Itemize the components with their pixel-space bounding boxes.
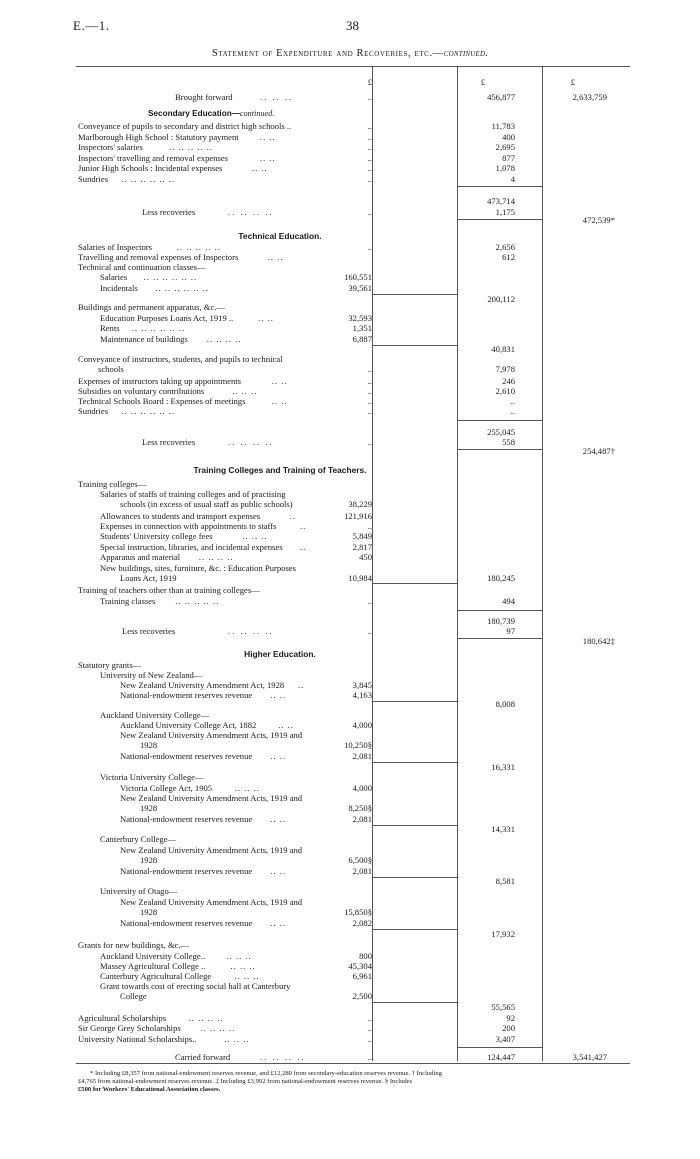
column-2-value: 2,610 (495, 386, 515, 396)
column-1-value: 6,500§ (348, 855, 372, 865)
row-label: Brought forward (175, 92, 233, 102)
column-1-value: 2,500 (352, 991, 372, 1001)
table-row (0, 751, 700, 762)
subtotal-rule (458, 610, 542, 611)
column-1-value: 800 (359, 951, 372, 961)
column-1-value: 10,984 (348, 573, 372, 583)
column-2-value: 180,739 (487, 616, 515, 626)
row-label: Education Purposes Loans Act, 1919 .. (100, 313, 234, 323)
column-1-value: .. (367, 406, 372, 416)
section-heading (148, 109, 274, 118)
column-1-value: .. (367, 626, 372, 636)
row-label: Auckland University College— (100, 710, 210, 720)
leader-dots: .. .. .. .. (228, 437, 274, 447)
row-label-continued: 1928 (140, 855, 158, 865)
row-label: Sundries (78, 406, 109, 416)
column-2-value: 2,656 (495, 242, 515, 252)
table-row-continued (0, 499, 700, 510)
column-2-value: 7,978 (495, 364, 515, 374)
leader-dots: .. .. (258, 313, 274, 323)
column-2-value: .. (510, 396, 515, 406)
leader-dots: .. .. .. .. .. (169, 142, 214, 152)
row-label: University National Scholarships.. (78, 1034, 197, 1044)
column-1-value: .. (367, 376, 372, 386)
row-label-continued: Loans Act, 1919 (120, 573, 177, 583)
column-1-value: 3,845 (352, 680, 372, 690)
column-2-value: 8,008 (495, 699, 515, 709)
subtotal-rule (458, 1047, 542, 1048)
leader-dots: .. .. (270, 814, 286, 824)
leader-dots: .. .. .. (226, 951, 252, 961)
table-row (0, 283, 700, 294)
leader-dots: .. .. (278, 720, 294, 730)
column-2-value: 400 (502, 131, 515, 142)
column-1-value: 39,561 (348, 283, 372, 293)
row-label: Expenses of instructors taking up appointments (78, 376, 242, 386)
table-row (0, 918, 700, 929)
column-3-value: 254,487† (582, 446, 615, 456)
column-1-value: .. (367, 121, 372, 131)
row-label: Victoria University College— (100, 772, 204, 782)
row-label: National-endowment reserves revenue (120, 866, 253, 876)
row-label-continued: schools (98, 364, 124, 374)
row-label: New Zealand University Amendment Acts, 1919 and (120, 897, 303, 907)
row-label: New Zealand University Amendment Acts, 1919 and (120, 845, 303, 855)
column-1-value: 2,081 (352, 814, 372, 824)
column-2-value: 92 (506, 1013, 515, 1023)
column-1-value: 10,250§ (344, 740, 372, 750)
row-label-continued: 1928 (140, 803, 158, 813)
row-label: Sundries (78, 173, 109, 184)
column-2-value: 1,078 (495, 163, 515, 173)
column-1-value: .. (367, 1023, 372, 1033)
row-label: Marlborough High School : Statutory payment (78, 131, 239, 142)
row-label: Auckland University College.. (100, 951, 206, 961)
row-label: Sir George Grey Scholarships (78, 1023, 181, 1033)
section-heading: Training Colleges and Training of Teachers. (193, 465, 367, 475)
column-1-value: .. (367, 207, 372, 217)
column-1-value: 5,849 (352, 531, 372, 541)
leader-dots: .. .. (271, 396, 288, 406)
row-label-continued: schools (in excess of usual staff as public schools) (120, 499, 293, 509)
row-label: Grants for new buildings, &c.— (78, 940, 190, 950)
leader-dots: .. .. .. .. .. .. (131, 323, 186, 333)
column-2-value: 11,783 (491, 121, 515, 131)
leader-dots: .. (289, 511, 297, 521)
leader-dots: .. .. .. .. (228, 626, 274, 636)
leader-dots: .. .. (270, 690, 286, 700)
table-row (0, 886, 700, 897)
row-label: New Zealand University Amendment Acts, 1919 and (120, 730, 303, 740)
row-label: National-endowment reserves revenue (120, 751, 253, 761)
row-label: Auckland University College Act, 1882 (120, 720, 257, 730)
leader-dots: .. .. .. (234, 971, 260, 981)
section-heading-text: Secondary Education— (148, 109, 240, 118)
row-label: Less recoveries (122, 626, 176, 636)
leader-dots: .. (300, 542, 307, 552)
column-1-value: .. (367, 142, 372, 152)
column-1-value: 8,250§ (348, 803, 372, 813)
column-3-value: 472,539* (582, 215, 615, 225)
column-1-value: .. (367, 131, 372, 142)
subtotal-row (0, 929, 700, 940)
table-row (0, 596, 700, 607)
table-row (0, 1034, 700, 1045)
subtotal-rule (458, 420, 542, 421)
leader-dots: .. .. .. .. .. .. (155, 283, 209, 293)
table-row (0, 772, 700, 783)
column-2-value: 456,877 (487, 92, 515, 102)
section-heading-continued: continued. (239, 109, 275, 118)
leader-dots: .. .. .. .. (188, 1013, 224, 1023)
row-label: Conveyance of pupils to secondary and district high schools .. (78, 121, 292, 131)
column-1-value: 4,000 (352, 720, 372, 730)
column-2-value: 1,175 (495, 207, 515, 217)
leader-dots: .. (297, 680, 305, 690)
page-number: 38 (346, 18, 359, 33)
row-label: Apparatus and material (100, 552, 181, 562)
leader-dots: .. .. .. .. (198, 552, 234, 562)
leader-dots: .. .. (259, 152, 276, 163)
leader-dots: .. .. .. .. .. .. (121, 406, 176, 416)
section-heading: Higher Education. (244, 649, 316, 659)
leader-dots: .. .. .. .. (200, 1023, 236, 1033)
leader-dots: .. .. .. (230, 961, 256, 971)
row-label: Junior High Schools : Incidental expenses (78, 163, 223, 173)
column-2-value: 246 (502, 376, 515, 386)
row-label: New Zealand University Amendment Act, 1928 (120, 680, 285, 690)
leader-dots: .. (300, 521, 307, 531)
column-2-value: .. (510, 406, 515, 416)
leader-dots: .. .. (270, 751, 286, 761)
column-1-value: 32,593 (348, 313, 372, 323)
column-2-value: 97 (506, 626, 515, 636)
column-1-value: .. (367, 1034, 372, 1044)
column-1-value: .. (367, 521, 372, 531)
row-label: Travelling and removal expenses of Inspectors (78, 252, 239, 262)
row-label: Canterbury College— (100, 834, 177, 844)
table-row-continued (0, 740, 700, 751)
column-1-value: 2,081 (352, 866, 372, 876)
row-label: Salaries of Inspectors (78, 242, 152, 252)
table-row (0, 531, 700, 542)
column-3-value: 180,642‡ (582, 636, 615, 646)
row-label: Technical and continuation classes— (78, 262, 206, 272)
brought-forward-row (0, 92, 700, 103)
net-total-row (0, 636, 700, 647)
table-row (0, 272, 700, 283)
table-bottom-rule (76, 1063, 630, 1064)
carried-forward-row (0, 1052, 700, 1063)
column-1-value: 4,000 (352, 783, 372, 793)
subtotal-row (0, 196, 700, 207)
row-label: Statutory grants— (78, 660, 142, 670)
leader-dots: .. .. .. (224, 1034, 250, 1044)
table-row (0, 323, 700, 334)
table-top-rule (76, 66, 630, 67)
row-label: Training of teachers other than at training colleges— (78, 585, 260, 595)
column-2-value: 200 (502, 1023, 515, 1033)
row-label: Buildings and permanent apparatus, &c.— (78, 302, 226, 312)
row-label-continued: 1928 (140, 740, 158, 750)
row-label-continued: College (120, 991, 147, 1001)
column-1-value: .. (367, 364, 372, 374)
column-1-value: .. (367, 596, 372, 606)
column-2-value: 17,932 (491, 929, 515, 939)
column-2-value: 558 (502, 437, 515, 447)
column-1-value: .. (367, 386, 372, 396)
column-1-value: 2,082 (352, 918, 372, 928)
row-label: Inspectors' salaries (78, 142, 143, 152)
row-label: National-endowment reserves revenue (120, 690, 253, 700)
table-row (0, 552, 700, 563)
row-label: Inspectors' travelling and removal expenses (78, 152, 228, 163)
table-row-continued (0, 364, 700, 375)
currency-row: £ £ £ (367, 77, 575, 87)
table-row (0, 834, 700, 845)
leader-dots: .. .. .. (234, 783, 260, 793)
table-row (0, 585, 700, 596)
column-2-value: 16,331 (491, 762, 515, 772)
column-2-value: 255,045 (487, 427, 515, 437)
column-1-value: .. (367, 242, 372, 252)
row-label: Special instruction, libraries, and incidental expenses (100, 542, 283, 552)
column-1-value: .. (367, 437, 372, 447)
row-label: Salaries (100, 272, 128, 282)
net-total-row (0, 215, 700, 226)
subtotal-row (0, 699, 700, 710)
table-row (0, 153, 700, 164)
row-label: Canterbury Agricultural College (100, 971, 212, 981)
row-label: University of Otago— (100, 886, 178, 896)
column-1-value: 1,351 (352, 323, 372, 333)
table-row (0, 163, 700, 174)
table-row-continued (0, 855, 700, 866)
leader-dots: .. .. .. .. .. (176, 242, 221, 252)
row-label: Training classes (100, 596, 156, 606)
column-1-value: 6,887 (352, 334, 372, 344)
footnote-line-2: £4,765 from national-endowment reserves revenue. ‡ Including £3,992 from national-endowment reserves revenue. § Includes (78, 1078, 413, 1085)
table-row-continued (0, 907, 700, 918)
row-label: Salaries of staffs of training colleges and of practising (100, 489, 286, 499)
leader-dots: .. .. (271, 376, 288, 386)
row-label: University of New Zealand— (100, 670, 203, 680)
leader-dots: .. .. (270, 918, 286, 928)
row-label: Training colleges— (78, 479, 147, 489)
column-3-value: 2,633,759 (572, 92, 607, 102)
table-row (0, 142, 700, 153)
column-1-value: .. (367, 163, 372, 173)
table-row (0, 302, 700, 313)
leader-dots: .. .. .. .. .. .. (143, 272, 198, 282)
table-row-continued (0, 991, 700, 1002)
row-label: New Zealand University Amendment Acts, 1919 and (120, 793, 303, 803)
leader-dots: .. .. .. .. (228, 207, 274, 217)
table-row (0, 132, 700, 143)
leader-dots: .. .. .. .. .. (175, 596, 220, 606)
table-row-continued (0, 573, 700, 584)
row-label: Agricultural Scholarships (78, 1013, 167, 1023)
leader-dots: .. .. (251, 163, 268, 173)
column-1-value: .. (367, 173, 372, 184)
column-2-value: 2,695 (495, 142, 515, 152)
column-2-value: 473,714 (487, 196, 515, 206)
column-2-value: 494 (502, 596, 515, 606)
leader-dots: .. .. (270, 866, 286, 876)
column-2-value: 40,831 (491, 344, 515, 354)
table-row (0, 1023, 700, 1034)
column-2-value: 55,565 (491, 1002, 515, 1012)
row-label: Incidentals (100, 283, 138, 293)
row-label: Maintenance of buildings (100, 334, 188, 344)
table-row-continued (0, 803, 700, 814)
column-1-value: 160,551 (344, 272, 372, 282)
subtotal-row (0, 1002, 700, 1013)
column-2-value: 180,245 (487, 573, 515, 583)
column-1-value: 15,850§ (344, 907, 372, 917)
row-label: National-endowment reserves revenue (120, 918, 253, 928)
footnote-line-1: * Including £8,357 from national-endowment reserves revenue, and £12,280 from secondary-education reserves revenue. † Including (90, 1070, 442, 1077)
column-1-value: 121,916 (344, 511, 372, 521)
table-row (0, 174, 700, 185)
row-label: Victoria College Act, 1905 (120, 783, 213, 793)
row-label: Less recoveries (142, 207, 196, 217)
leader-dots: .. .. (267, 252, 284, 262)
subtotal-rule (458, 186, 542, 187)
column-3-value: 3,541,427 (572, 1052, 607, 1062)
subtotal-rule (373, 583, 457, 584)
row-label: Expenses in connection with appointments to staffs (100, 521, 277, 531)
column-1-value: .. (367, 152, 372, 163)
column-2-value: 8,581 (495, 876, 515, 886)
column-1-value: .. (367, 92, 372, 102)
leader-dots: .. .. .. (232, 386, 258, 396)
row-label: Allowances to students and transport expenses (100, 511, 261, 521)
row-label: Grant towards cost of erecting social hall at Canterbury (100, 981, 291, 991)
column-2-value: 877 (502, 152, 515, 163)
row-label: Less recoveries (142, 437, 196, 447)
leader-dots: .. .. .. .. (260, 1052, 306, 1062)
column-1-value: 2,081 (352, 751, 372, 761)
page-title: Statement of Expenditure and Recoveries, etc.—continued. (211, 48, 489, 59)
column-1-value: .. (367, 1013, 372, 1023)
row-label: Conveyance of instructors, students, and pupils to technical (78, 354, 283, 364)
row-label: Technical Schools Board : Expenses of meetings (78, 396, 246, 406)
leader-dots: .. .. .. .. .. .. (121, 173, 176, 184)
leader-dots: .. .. .. (260, 92, 294, 102)
footnote-line-3: £500 for Workers' Educational Association classes. (78, 1086, 221, 1093)
column-2-value: 3,407 (495, 1034, 515, 1044)
leader-dots: .. .. (259, 131, 276, 142)
row-label-continued: 1928 (140, 907, 158, 917)
column-1-value: .. (367, 1052, 372, 1062)
section-heading: Technical Education. (238, 231, 322, 241)
column-1-value: 4,163 (352, 690, 372, 700)
table-row (0, 121, 700, 132)
column-2-value: 4 (510, 173, 515, 184)
net-total-row (0, 446, 700, 457)
page-reference: E.—1. (73, 18, 110, 33)
column-2-value: 612 (502, 252, 515, 262)
table-row (0, 406, 700, 417)
row-label: Students' University college fees (100, 531, 213, 541)
table-row (0, 940, 700, 951)
row-label: National-endowment reserves revenue (120, 814, 253, 824)
row-label: New buildings, sites, furniture, &c. : Education Purposes (100, 563, 296, 573)
column-2-value: 200,112 (487, 294, 515, 304)
leader-dots: .. .. .. (242, 531, 268, 541)
column-2-value: 14,331 (491, 824, 515, 834)
column-1-value: 450 (359, 552, 372, 562)
row-label: Massey Agricultural College .. (100, 961, 206, 971)
column-1-value: 2,817 (352, 542, 372, 552)
row-label: Carried forward (175, 1052, 231, 1062)
row-label: Rents (100, 323, 120, 333)
row-label: Subsidies on voluntary contributions (78, 386, 205, 396)
leader-dots: .. .. .. .. (206, 334, 242, 344)
column-1-value: .. (367, 396, 372, 406)
column-1-value: 6,961 (352, 971, 372, 981)
column-2-value: 124,447 (487, 1052, 515, 1062)
column-1-value: 38,229 (348, 499, 372, 509)
column-1-value: 45,304 (348, 961, 372, 971)
